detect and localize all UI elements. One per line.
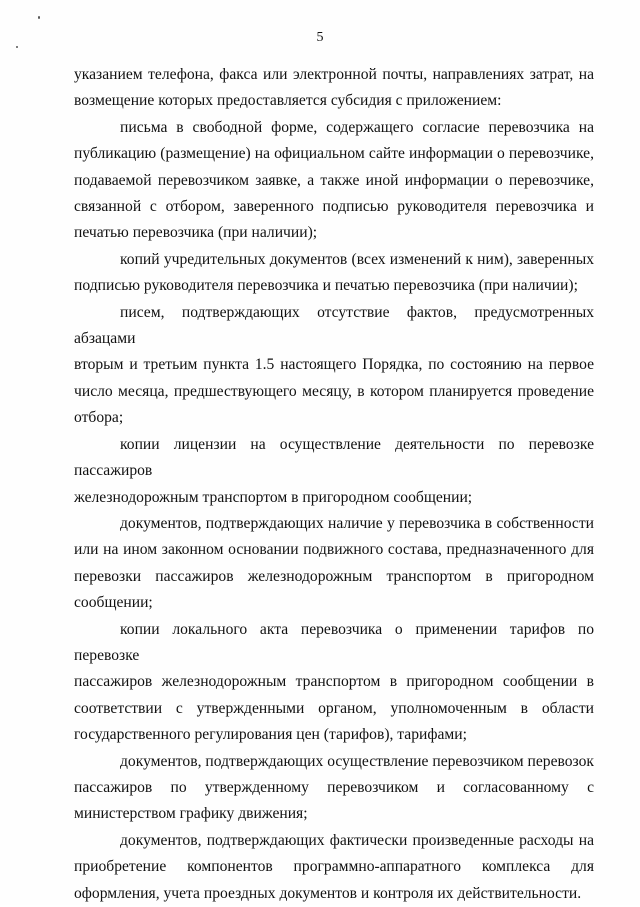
paragraph-intro [74, 62, 594, 115]
paragraph-founding-documents [74, 247, 594, 300]
text-line: копий учредительных документов (всех изменений к ним), заверенных [120, 250, 594, 268]
text-line: отбора; [74, 409, 124, 427]
text-line: министерством графику движения; [74, 805, 308, 823]
text-line: пассажиров железнодорожным транспортом в пригородном сообщении в [74, 673, 594, 691]
text-line: приобретение компонентов программно-аппаратного комплекса для [74, 858, 594, 876]
text-line: печатью перевозчика (при наличии); [74, 224, 318, 242]
scan-speck-mark [16, 46, 18, 48]
text-line: пассажиров по утвержденному перевозчиком и согласованному с [74, 778, 594, 796]
text-line: подаваемой перевозчиком заявке, а также иной информации о перевозчике, [74, 171, 594, 189]
text-line: вторым и третьим пункта 1.5 настоящего Порядка, по состоянию на первое [74, 356, 594, 374]
paragraph-license-copy [74, 432, 594, 511]
text-line: документов, подтверждающих фактически произведенные расходы на [120, 831, 594, 849]
text-line: перевозки пассажиров железнодорожным транспортом в пригородном [74, 567, 594, 585]
text-line: писем, подтверждающих отсутствие фактов, предусмотренных абзацами [74, 303, 594, 348]
text-line: число месяца, предшествующего месяцу, в котором планируется проведение [74, 382, 594, 400]
text-line: возмещение которых предоставляется субсидия с приложением: [74, 92, 502, 110]
text-line: связанной с отбором, заверенного подписью руководителя перевозчика и [74, 198, 594, 216]
paragraph-actual-expenses [74, 828, 594, 907]
text-line: документов, подтверждающих наличие у перевозчика в собственности [120, 514, 594, 532]
text-line: копии лицензии на осуществление деятельности по перевозке пассажиров [74, 435, 594, 480]
paragraph-letters-absence [74, 300, 594, 432]
text-line: сообщении; [74, 594, 153, 612]
text-line: оформления, учета проездных документов и контроля их действительности. [74, 884, 582, 902]
text-line: железнодорожным транспортом в пригородном сообщении; [74, 488, 473, 506]
text-line: подписью руководителя перевозчика и печатью перевозчика (при наличии); [74, 277, 578, 295]
text-line: копии локального акта перевозчика о применении тарифов по перевозке [74, 620, 594, 664]
paragraph-schedule-compliance [74, 749, 594, 828]
text-line: соответствии с утвержденными органом, уполномоченным в области [74, 699, 594, 717]
text-line: или на ином законном основании подвижного состава, предназначенного для [74, 541, 594, 559]
text-line: документов, подтверждающих осуществление перевозчиком перевозок [120, 752, 594, 770]
text-line: указанием телефона, факса или электронной почты, направлениях затрат, на [74, 66, 594, 83]
paragraph-letter-consent [74, 115, 594, 247]
text-line: письма в свободной форме, содержащего согласие перевозчика на [120, 118, 594, 136]
paragraph-local-act-tariffs [74, 617, 594, 749]
scan-speck-mark [38, 16, 40, 19]
page-number: 5 [316, 30, 324, 45]
text-line: публикацию (размещение) на официальном сайте информации о перевозчике, [74, 145, 594, 163]
paragraph-rolling-stock [74, 511, 594, 617]
text-line: государственного регулирования цен (тарифов), тарифами; [74, 726, 467, 744]
document-body [74, 62, 594, 907]
